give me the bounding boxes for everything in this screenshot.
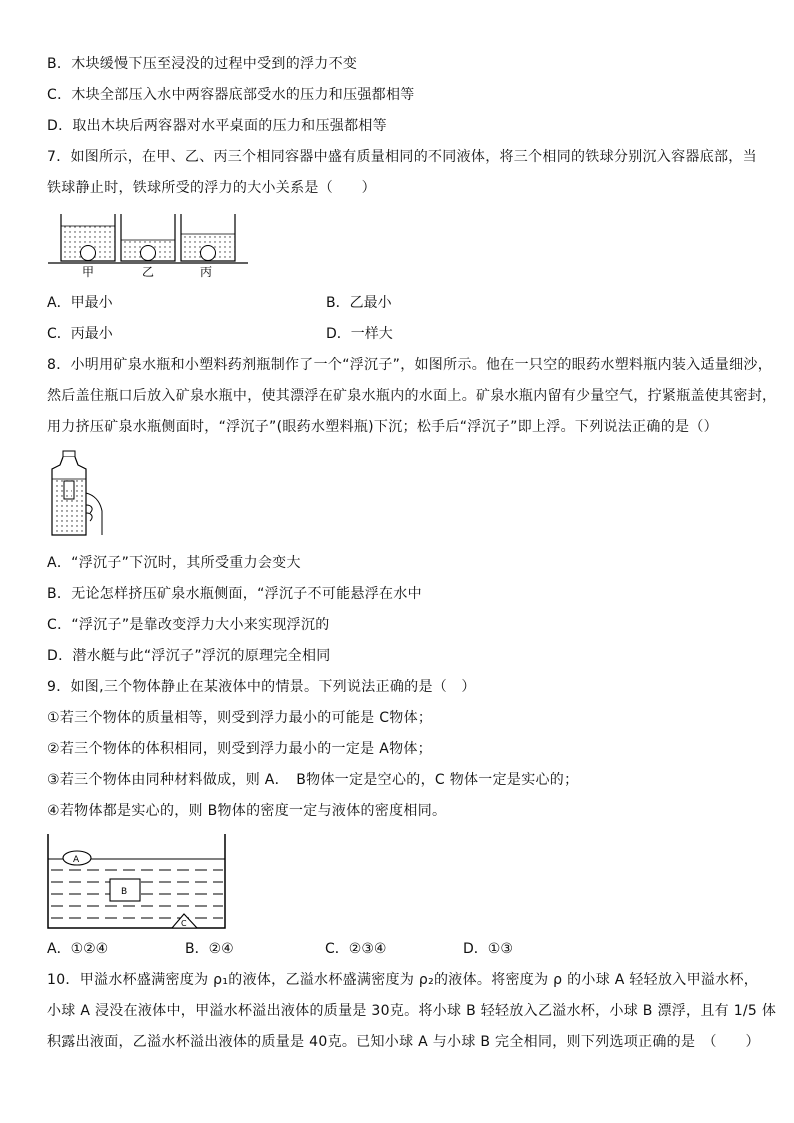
q9-option-a: A．①②④	[47, 941, 109, 957]
q8-stem-line1: 8．小明用矿泉水瓶和小塑料药剂瓶制作了一个“浮沉子”，如图所示。他在一只空的眼药水塑料瓶内装入适量细沙，	[47, 357, 773, 373]
q7-stem-line1: 7．如图所示，在甲、乙、丙三个相同容器中盛有质量相同的不同液体，将三个相同的铁球分别沉入容器底部，当	[47, 149, 757, 165]
q9-liquid-figure	[47, 832, 229, 932]
label-bing: 丙	[200, 265, 213, 279]
q7-option-a: A．甲最小	[47, 295, 113, 311]
q8-option-c: C．“浮沉子”是靠改变浮力大小来实现浮沉的	[47, 617, 330, 633]
iron-ball-bing	[201, 246, 216, 261]
label-jia: 甲	[82, 265, 95, 279]
q7-stem-line2: 铁球静止时，铁球所受的浮力的大小关系是（ ）	[47, 180, 376, 196]
q8-bottle-figure	[50, 449, 106, 539]
q10-stem-line1: 10．甲溢水杯盛满密度为 ρ₁的液体，乙溢水杯盛满密度为 ρ₂的液体。将密度为 ρ 的小球 A 轻轻放入甲溢水杯，	[47, 972, 759, 988]
q9-option-d: D．①③	[463, 941, 513, 957]
label-yi: 乙	[142, 265, 155, 279]
q6-option-c: C．木块全部压入水中两容器底部受水的压力和压强都相等	[47, 87, 415, 103]
iron-ball-jia	[81, 246, 96, 261]
container-bing	[181, 214, 235, 261]
q10-stem-line2: 小球 A 浸没在液体中，甲溢水杯溢出液体的质量是 30克。将小球 B 轻轻放入乙溢水杯，小球 B 漂浮，且有 1/5 体	[47, 1003, 777, 1019]
q7-option-d: D．一样大	[326, 326, 393, 342]
q7-containers-figure	[48, 210, 248, 282]
q8-option-b: B．无论怎样挤压矿泉水瓶侧面，“浮沉子不可能悬浮在水中	[47, 586, 422, 602]
q8-option-d: D．潜水艇与此“浮沉子”浮沉的原理完全相同	[47, 648, 331, 664]
q8-stem-line2: 然后盖住瓶口后放入矿泉水瓶中，使其漂浮在矿泉水瓶内的水面上。矿泉水瓶内留有少量空气，拧紧瓶盖使其密封，	[47, 388, 777, 404]
q9-stem: 9．如图,三个物体静止在某液体中的情景。下列说法正确的是（ ）	[47, 679, 476, 695]
q9-option-b: B．②④	[185, 941, 234, 957]
q8-option-a: A．“浮沉子”下沉时，其所受重力会变大	[47, 555, 301, 571]
q9-statement-4: ④若物体都是实心的，则 B物体的密度一定与液体的密度相同。	[47, 803, 447, 819]
object-c-label: C	[181, 919, 187, 928]
q9-statement-2: ②若三个物体的体积相同，则受到浮力最小的一定是 A物体；	[47, 741, 432, 757]
q7-option-b: B．乙最小	[326, 295, 392, 311]
iron-ball-yi	[141, 246, 156, 261]
q6-option-b: B．木块缓慢下压至浸没的过程中受到的浮力不变	[47, 56, 358, 72]
q8-stem-line3: 用力挤压矿泉水瓶侧面时，“浮沉子”(眼药水塑料瓶)下沉；松手后“浮沉子”即上浮。下列说法正确的是（）	[47, 419, 718, 435]
container-yi	[121, 214, 175, 261]
container-jia	[61, 214, 115, 261]
q9-statement-3: ③若三个物体由同种材料做成，则 A． B物体一定是空心的，C 物体一定是实心的；	[47, 772, 579, 788]
object-a-label: A	[73, 855, 80, 865]
q9-statement-1: ①若三个物体的质量相等，则受到浮力最小的可能是 C物体；	[47, 710, 433, 726]
q9-option-c: C．②③④	[325, 941, 387, 957]
q10-stem-line3: 积露出液面，乙溢水杯溢出液体的质量是 40克。已知小球 A 与小球 B 完全相同，则下列选项正确的是 （ ）	[47, 1034, 760, 1050]
object-b-label: B	[121, 887, 128, 897]
hand-icon	[86, 493, 102, 535]
q7-option-c: C．丙最小	[47, 326, 113, 342]
q6-option-d: D．取出木块后两容器对水平桌面的压力和压强都相等	[47, 118, 387, 134]
